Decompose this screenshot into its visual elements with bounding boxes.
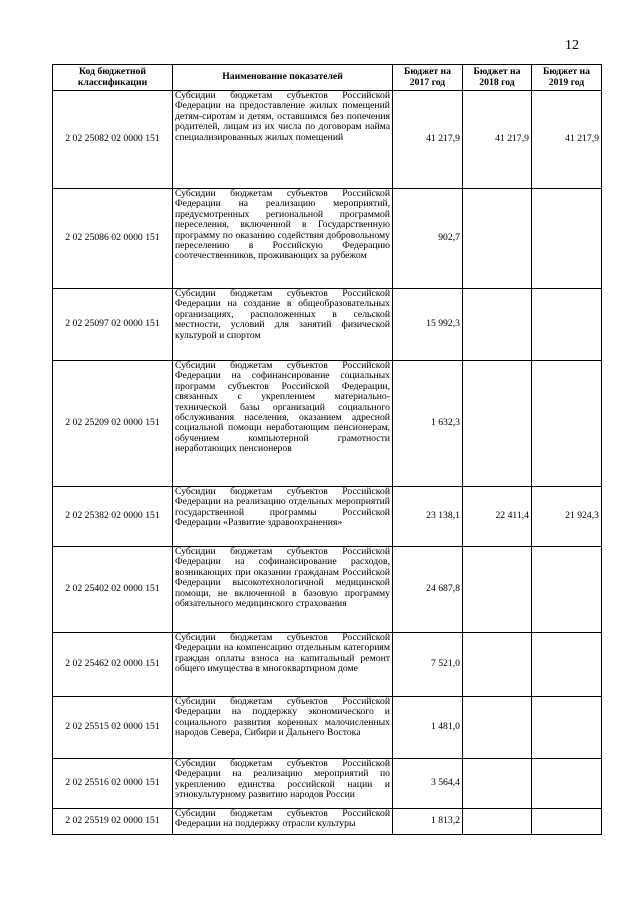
row-budget-2017: 15 992,3 [393, 289, 463, 361]
table-row [53, 809, 602, 835]
row-code: 2 02 25097 02 0000 151 [53, 289, 173, 361]
row-code: 2 02 25462 02 0000 151 [53, 633, 173, 697]
row-budget-2018: 41 217,9 [463, 91, 532, 189]
row-name: Субсидии бюджетам субъектов Российской Федерации на софинансирование социальных программ субъектов Российской Федерации, связанных с укреплением материально-технической базы организаций социального обслуживания населения, оказанием адресной социальной помощи неработающим пенсионерам, обучением компьютерной грамотности неработающих пенсионеров [173, 361, 393, 487]
row-name: Субсидии бюджетам субъектов Российской Федерации на поддержку экономического и социального развития коренных малочисленных народов Севера, Сибири и Дальнего Востока [173, 697, 393, 759]
row-code: 2 02 25515 02 0000 151 [53, 697, 173, 759]
row-budget-2019 [532, 189, 602, 289]
row-name: Субсидии бюджетам субъектов Российской Федерации на софинансирование расходов, возникающих при оказании гражданам Российской Федерации высокотехнологичной медицинской помощи, не включенной в базовую программу обязательного медицинского страхования [173, 547, 393, 633]
table-row [53, 697, 602, 759]
table-row [53, 91, 602, 189]
row-code: 2 02 25086 02 0000 151 [53, 189, 173, 289]
row-budget-2019: 41 217,9 [532, 91, 602, 189]
row-name: Субсидии бюджетам субъектов Российской Федерации на реализацию мероприятий по укреплению единства российской нации и этнокультурному развитию народов России [173, 759, 393, 809]
row-name: Субсидии бюджетам субъектов Российской Федерации на компенсацию отдельным категориям граждан оплаты взноса на капитальный ремонт общего имущества в многоквартирном доме [173, 633, 393, 697]
row-budget-2019 [532, 289, 602, 361]
row-code: 2 02 25082 02 0000 151 [53, 91, 173, 189]
row-budget-2017: 7 521,0 [393, 633, 463, 697]
row-budget-2019: 21 924,3 [532, 487, 602, 547]
row-budget-2017: 23 138,1 [393, 487, 463, 547]
table-row [53, 633, 602, 697]
row-budget-2017: 1 813,2 [393, 809, 463, 835]
row-budget-2018 [463, 361, 532, 487]
header-budget-2019: Бюджет на 2019 год [532, 65, 602, 91]
row-name: Субсидии бюджетам субъектов Российской Федерации на предоставление жилых помещений детям-сиротам и детям, оставшимся без попечения родителей, лицам из их числа по договорам найма специализированных жилых помещений [173, 91, 393, 189]
row-budget-2018 [463, 547, 532, 633]
row-budget-2019 [532, 697, 602, 759]
header-budget-2018: Бюджет на 2018 год [463, 65, 532, 91]
table-header-row [53, 65, 602, 91]
table-row [53, 189, 602, 289]
row-budget-2018 [463, 759, 532, 809]
row-budget-2018 [463, 189, 532, 289]
row-code: 2 02 25382 02 0000 151 [53, 487, 173, 547]
row-code: 2 02 25516 02 0000 151 [53, 759, 173, 809]
row-budget-2019 [532, 809, 602, 835]
row-budget-2019 [532, 759, 602, 809]
header-code: Код бюджетной классификации [53, 65, 173, 91]
row-budget-2019 [532, 633, 602, 697]
row-budget-2019 [532, 361, 602, 487]
row-name: Субсидии бюджетам субъектов Российской Федерации на создание в общеобразовательных организациях, расположенных в сельской местности, условий для занятий физической культурой и спортом [173, 289, 393, 361]
budget-table [52, 64, 602, 835]
row-budget-2017: 24 687,8 [393, 547, 463, 633]
row-budget-2018 [463, 289, 532, 361]
header-budget-2017: Бюджет на 2017 год [393, 65, 463, 91]
table-row [53, 759, 602, 809]
row-code: 2 02 25209 02 0000 151 [53, 361, 173, 487]
row-budget-2018: 22 411,4 [463, 487, 532, 547]
table-row [53, 361, 602, 487]
row-budget-2017: 41 217,9 [393, 91, 463, 189]
table-row [53, 289, 602, 361]
table-row [53, 547, 602, 633]
row-budget-2018 [463, 697, 532, 759]
row-budget-2019 [532, 547, 602, 633]
row-name: Субсидии бюджетам субъектов Российской Федерации на реализацию мероприятий, предусмотренных региональной программой переселения, включенной в Государственную программу по оказанию содействия добровольному переселению в Российскую Федерацию соотечественников, проживающих за рубежом [173, 189, 393, 289]
row-budget-2017: 3 564,4 [393, 759, 463, 809]
header-name: Наименование показателей [173, 65, 393, 91]
row-name: Субсидии бюджетам субъектов Российской Федерации на реализацию отдельных мероприятий государственной программы Российской Федерации «Развитие здравоохранения» [173, 487, 393, 547]
row-budget-2018 [463, 809, 532, 835]
row-budget-2017: 1 481,0 [393, 697, 463, 759]
row-budget-2017: 902,7 [393, 189, 463, 289]
table-row [53, 487, 602, 547]
row-budget-2017: 1 632,3 [393, 361, 463, 487]
row-code: 2 02 25519 02 0000 151 [53, 809, 173, 835]
row-name: Субсидии бюджетам субъектов Российской Федерации на поддержку отрасли культуры [173, 809, 393, 835]
page-number: 12 [565, 38, 579, 53]
row-code: 2 02 25402 02 0000 151 [53, 547, 173, 633]
row-budget-2018 [463, 633, 532, 697]
